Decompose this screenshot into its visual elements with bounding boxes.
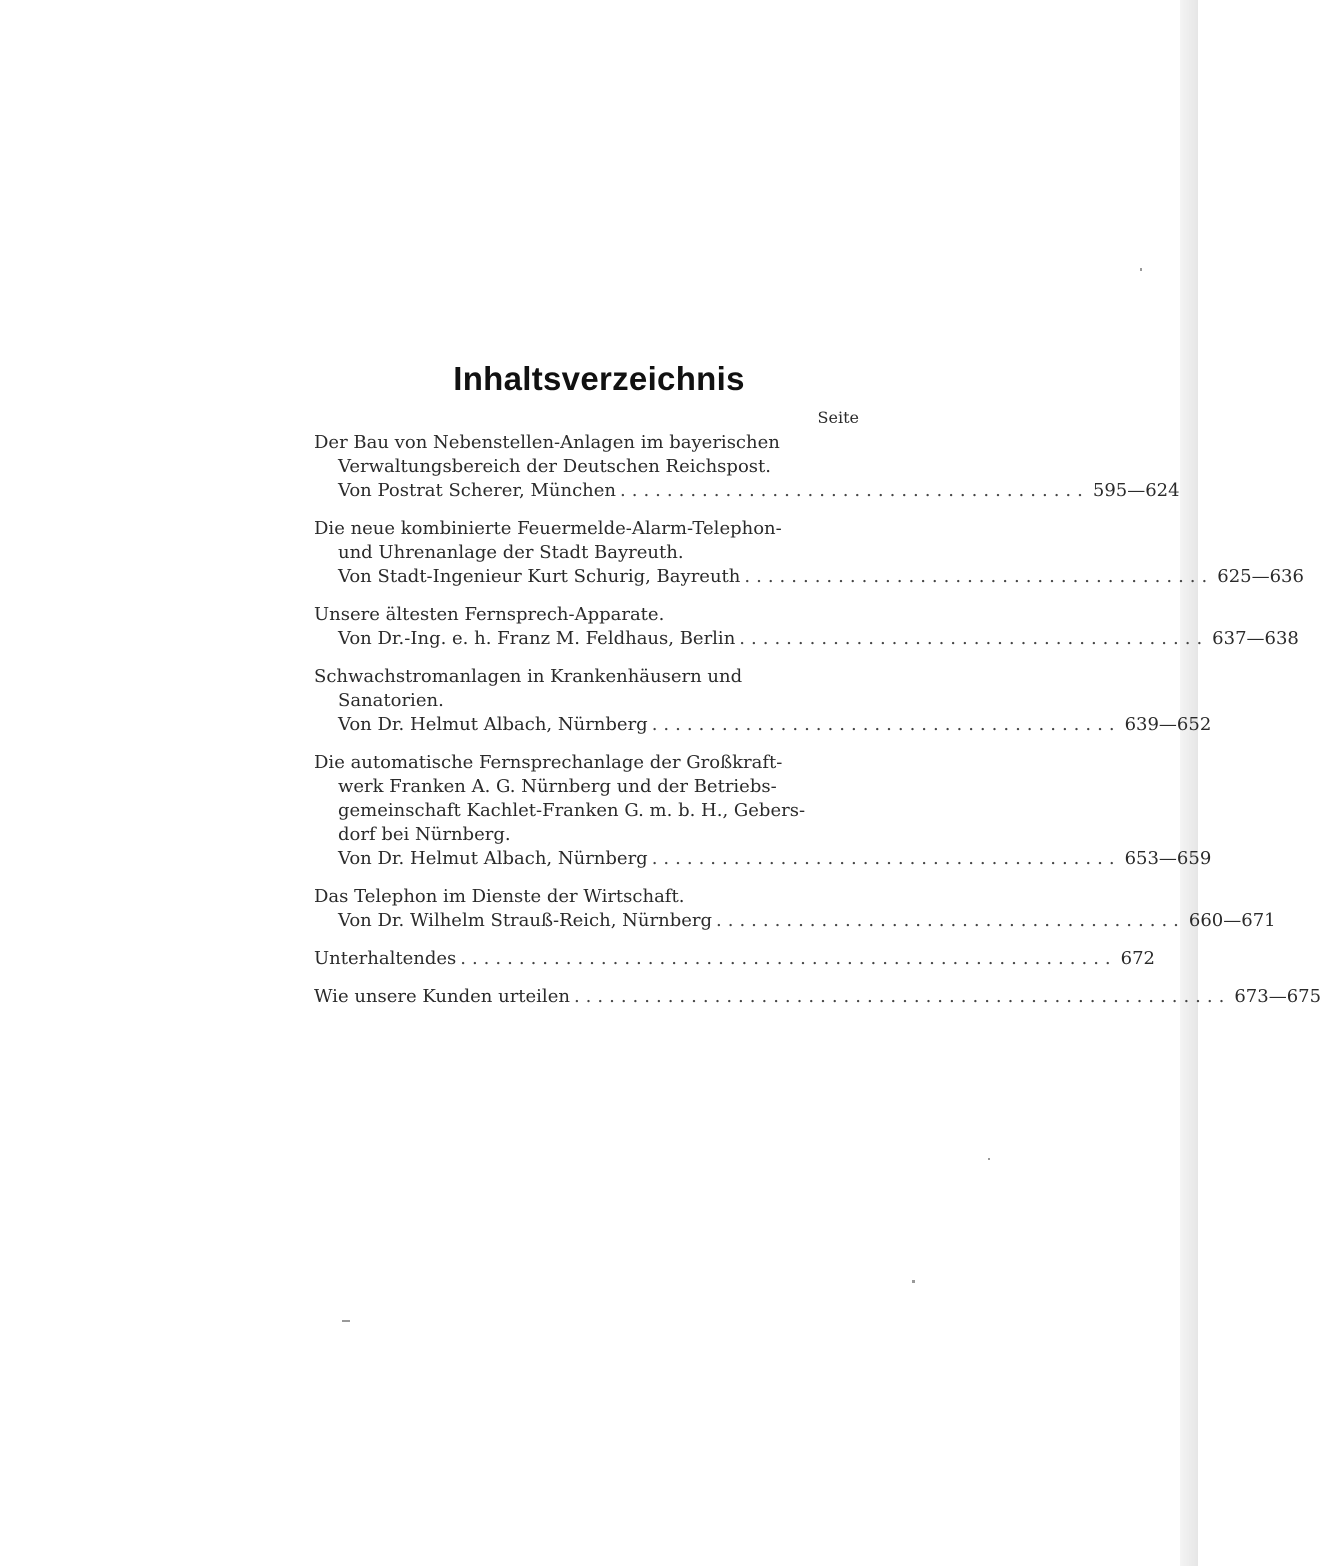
entry-title-line: Schwachstromanlagen in Krankenhäusern und — [314, 666, 743, 687]
entry-pages: 660—671 — [1188, 910, 1276, 931]
entry-title-line: Die neue kombinierte Feuermelde-Alarm-Telephon- — [314, 518, 782, 539]
scan-speck — [1140, 268, 1142, 271]
entry-pages: 653—659 — [1124, 848, 1212, 869]
entry-title-line: Die automatische Fernsprechanlage der Großkraft- — [314, 752, 783, 773]
entry-author: Von Postrat Scherer, München — [338, 480, 616, 501]
entry-author: Von Dr.-Ing. e. h. Franz M. Feldhaus, Berlin — [338, 628, 736, 649]
page-title: Inhaltsverzeichnis — [453, 360, 745, 397]
entry-title-line: Sanatorien. — [338, 690, 444, 711]
toc-entry — [314, 885, 1276, 933]
entry-pages: 673—675 — [1234, 986, 1322, 1007]
entry-author-row — [314, 565, 1304, 589]
entry-title-line: und Uhrenanlage der Stadt Bayreuth. — [338, 542, 684, 563]
toc-entry — [314, 751, 1212, 871]
dot-leader: ........................................ — [716, 910, 1185, 931]
entry-pages: 639—652 — [1124, 714, 1212, 735]
entry-author-row — [314, 713, 1212, 737]
entry-title-line: Das Telephon im Dienste der Wirtschaft. — [314, 886, 685, 907]
entry-author-row — [314, 479, 1180, 503]
scan-speck — [988, 1158, 990, 1160]
toc-entry — [314, 603, 1299, 651]
dot-leader: ........................................................ — [573, 986, 1231, 1007]
dot-leader: ........................................ — [744, 566, 1214, 587]
entry-author-row — [314, 627, 1299, 651]
scan-speck — [342, 1320, 350, 1322]
entry-author: Von Dr. Helmut Albach, Nürnberg — [338, 714, 648, 735]
entry-pages: 625—636 — [1217, 566, 1304, 587]
dot-leader: ........................................ — [739, 628, 1209, 649]
entry-title-line: gemeinschaft Kachlet-Franken G. m. b. H., Gebers- — [338, 800, 806, 821]
toc-entry — [314, 517, 1304, 589]
entry-pages: 637—638 — [1212, 628, 1299, 649]
entry-title-line: Der Bau von Nebenstellen-Anlagen im bayerischen — [314, 432, 780, 453]
entry-pages: 595—624 — [1092, 480, 1180, 501]
dot-leader: ........................................................ — [460, 948, 1117, 969]
toc-entry — [314, 985, 1322, 1009]
entry-author-row — [314, 909, 1276, 933]
page-column-label: Seite — [817, 408, 859, 427]
entry-title-line: dorf bei Nürnberg. — [338, 824, 511, 845]
entry-single-row — [314, 985, 1322, 1009]
entry-title: Unterhaltendes — [314, 948, 457, 969]
toc-entry — [314, 947, 1156, 971]
entry-title-line: Unsere ältesten Fernsprech-Apparate. — [314, 604, 665, 625]
entry-single-row — [314, 947, 1156, 971]
page-edge-shadow — [1180, 0, 1198, 1566]
dot-leader: ........................................ — [651, 848, 1121, 869]
entry-title-line: werk Franken A. G. Nürnberg und der Betriebs- — [338, 776, 777, 797]
toc-entry — [314, 431, 1180, 503]
table-of-contents — [314, 360, 1322, 1023]
entry-title-line: Verwaltungsbereich der Deutschen Reichspost. — [338, 456, 771, 477]
scan-speck — [912, 1280, 915, 1283]
entry-author: Von Stadt-Ingenieur Kurt Schurig, Bayreuth — [338, 566, 741, 587]
entry-pages: 672 — [1120, 948, 1156, 969]
dot-leader: ........................................ — [620, 480, 1089, 501]
toc-entry — [314, 665, 1212, 737]
entry-author: Von Dr. Wilhelm Strauß-Reich, Nürnberg — [338, 910, 713, 931]
entry-author: Von Dr. Helmut Albach, Nürnberg — [338, 848, 648, 869]
dot-leader: ........................................ — [651, 714, 1121, 735]
entry-title: Wie unsere Kunden urteilen — [314, 986, 570, 1007]
entry-author-row — [314, 847, 1212, 871]
